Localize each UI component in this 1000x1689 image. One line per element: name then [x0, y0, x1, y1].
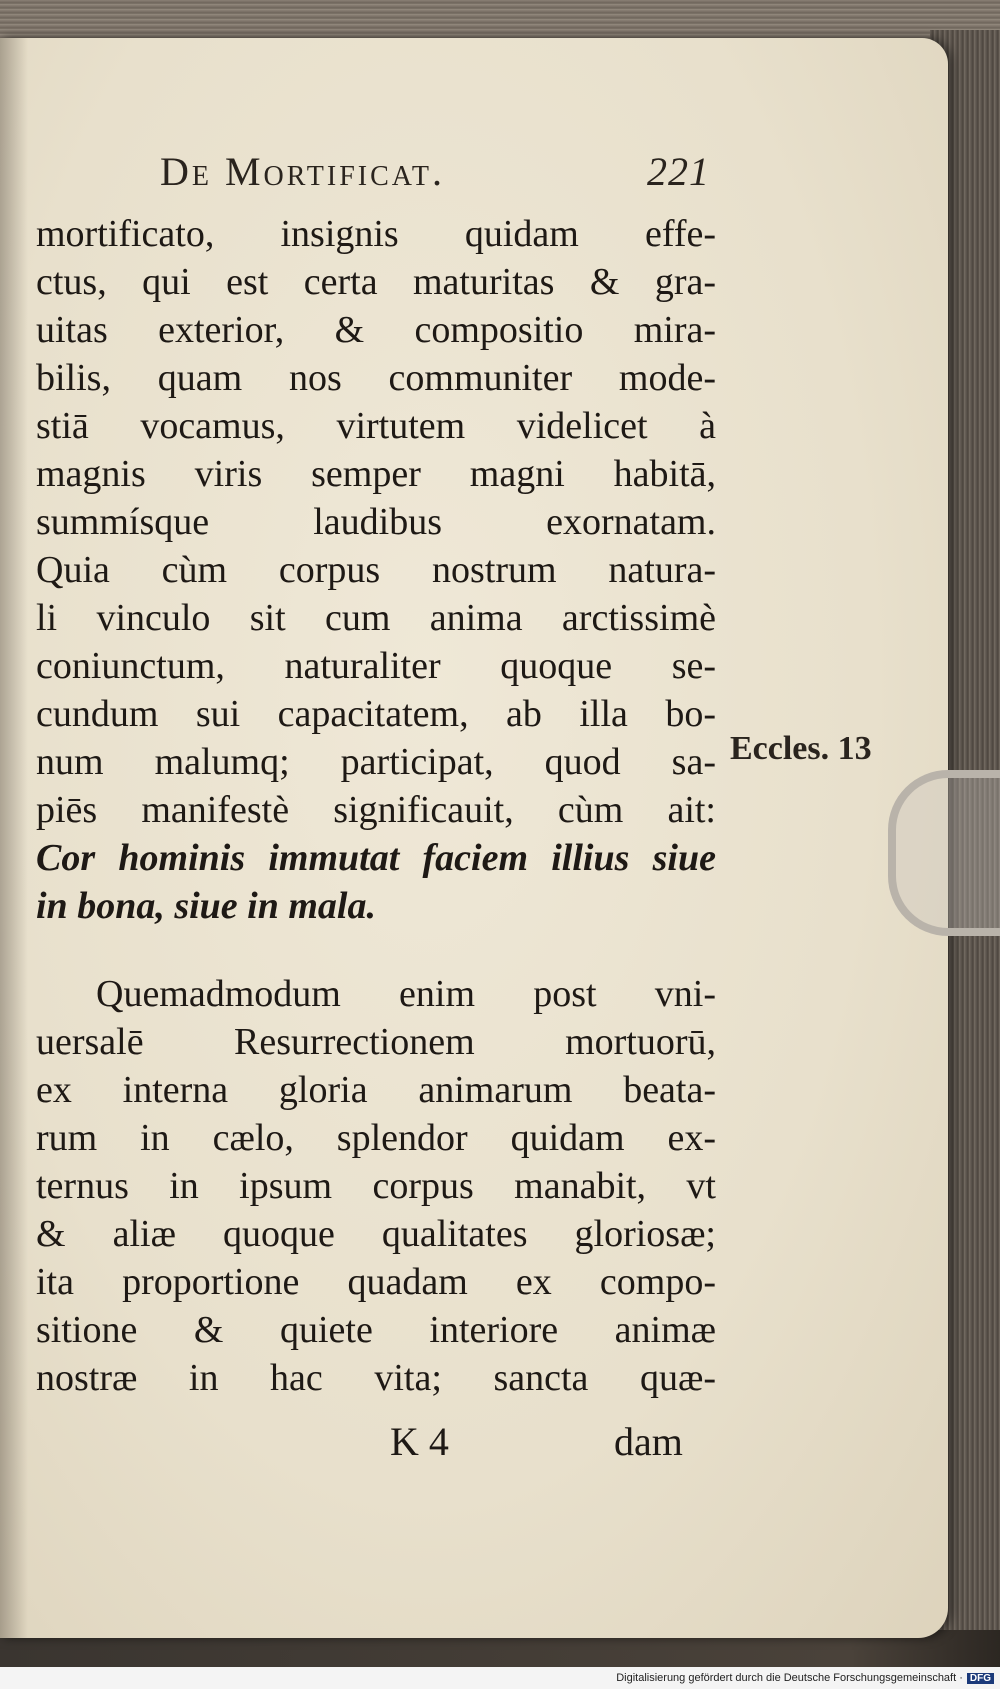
text-line: cundum sui capacitatem, ab illa bo-	[36, 693, 716, 735]
text-line: rum in cælo, splendor quidam ex-	[36, 1117, 716, 1159]
text-line: ex interna gloria animarum beata-	[36, 1069, 716, 1111]
signature-mark: K 4	[390, 1419, 449, 1464]
text-line: magnis viris semper magni habitā,	[36, 453, 716, 495]
quotation-line: in bona, siue in mala.	[36, 885, 376, 927]
text-line: bilis, quam nos communiter mode-	[36, 357, 716, 399]
text-line: sitione & quiete interiore animæ	[36, 1309, 716, 1351]
running-title: De Mortificat.	[160, 149, 445, 194]
text-line: nostræ in hac vita; sancta quæ-	[36, 1357, 716, 1399]
body-text	[36, 210, 716, 1402]
digitization-footer	[0, 1667, 1000, 1689]
page-clip	[888, 770, 1000, 936]
text-line: Quemadmodum enim post vni-	[96, 973, 716, 1015]
text-line: uitas exterior, & compositio mira-	[36, 309, 716, 351]
gutter-shadow	[0, 38, 28, 1638]
running-header	[160, 148, 710, 195]
catchword: dam	[614, 1419, 683, 1464]
text-line: piēs manifestè significauit, cùm ait:	[36, 789, 716, 831]
footer-credit: Digitalisierung gefördert durch die Deutsche Forschungsgemeinschaft ·	[616, 1672, 963, 1684]
text-line: li vinculo sit cum anima arctissimè	[36, 597, 716, 639]
text-line: & aliæ quoque qualitates gloriosæ;	[36, 1213, 716, 1255]
text-line: ctus, qui est certa maturitas & gra-	[36, 261, 716, 303]
dfg-logo: DFG	[967, 1673, 994, 1684]
text-line: coniunctum, naturaliter quoque se-	[36, 645, 716, 687]
text-line: Quia cùm corpus nostrum natura-	[36, 549, 716, 591]
text-line: ternus in ipsum corpus manabit, vt	[36, 1165, 716, 1207]
margin-note: Eccles. 13	[730, 730, 872, 767]
text-line: num malumq; participat, quod sa-	[36, 741, 716, 783]
quotation-line: Cor hominis immutat faciem illius siue	[36, 837, 716, 879]
text-line: stiā vocamus, virtutem videlicet à	[36, 405, 716, 447]
page-number: 221	[647, 149, 710, 194]
text-line: mortificato, insignis quidam effe-	[36, 213, 716, 255]
text-line: ita proportione quadam ex compo-	[36, 1261, 716, 1303]
text-line: summísque laudibus exornatam.	[36, 501, 716, 543]
text-line: uersalē Resurrectionem mortuorū,	[36, 1021, 716, 1063]
